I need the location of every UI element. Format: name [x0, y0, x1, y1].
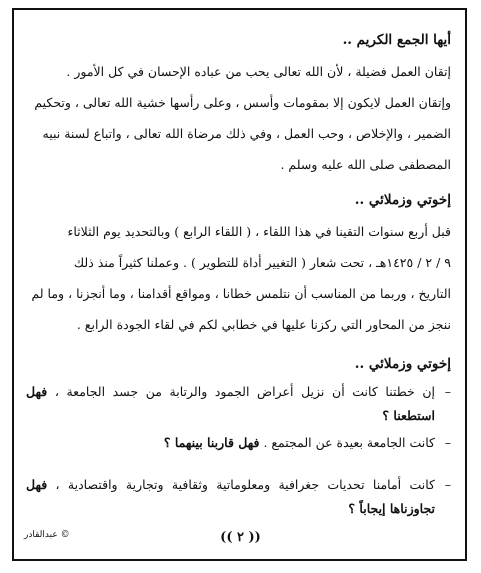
section1-heading: أيها الجمع الكريم ..	[342, 32, 451, 48]
bullet-question: فهل تجاوزناها إيجاباً ؟	[26, 477, 435, 516]
para-line: ننجز من المحاور التي ركزنا عليها في خطابي لكم في لقاء الجودة الرابع .	[76, 317, 451, 332]
section2-heading: إخوتي وزملائي ..	[354, 192, 451, 208]
list-item	[26, 473, 451, 521]
para-line: قبل أربع سنوات التقينا في هذا اللقاء ، ( اللقاء الرابع ) وبالتحديد يوم الثلاثاء	[67, 224, 451, 239]
page-number: (( ٢ ))	[220, 530, 261, 545]
para-line: إتقان العمل فضيلة ، لأن الله تعالى يحب من عباده الإحسان في كل الأمور .	[66, 64, 451, 79]
section3-heading: إخوتي وزملائي ..	[354, 356, 451, 372]
bullet-question: فهل قاربنا بينهما ؟	[163, 435, 260, 450]
para-line: الضمير ، والإخلاص ، وحب العمل ، وفي ذلك مرضاة الله تعالى ، واتباع لسنة نبيه	[42, 126, 451, 141]
list-item	[26, 431, 451, 455]
question-list	[26, 380, 451, 521]
section2-paragraph	[26, 216, 451, 340]
bullet-question: فهل استطعنا ؟	[26, 384, 435, 423]
document-body	[26, 30, 451, 524]
para-line: التاريخ ، وربما من المناسب أن نتلمس خطانا ، ومواقع أقدامنا ، وما أنجزنا ، وما لم	[31, 286, 451, 301]
bullet-text: إن خطتنا كانت أن نزيل أعراض الجمود والرتابة من جسد الجامعة ،	[47, 384, 435, 399]
para-line: المصطفى صلى الله عليه وسلم .	[280, 157, 451, 172]
para-line: ٩ / ٢ / ١٤٢٥هـ ، تحت شعار ( التغيير أداة للتطوير ) . وعملنا كثيراً منذ ذلك	[73, 255, 451, 270]
bullet-text: كانت أمامنا تحديات جغرافية ومعلوماتية وثقافية وتجارية واقتصادية ،	[47, 477, 435, 492]
section1-paragraph	[26, 56, 451, 180]
bullet-text: كانت الجامعة بعيدة عن المجتمع .	[259, 435, 435, 450]
para-line: وإتقان العمل لايكون إلا بمقومات وأسس ، وعلى رأسها خشية الله تعالى ، وتحكيم	[34, 95, 451, 110]
signature: © عبدالقادر	[24, 530, 70, 540]
list-item	[26, 380, 451, 428]
